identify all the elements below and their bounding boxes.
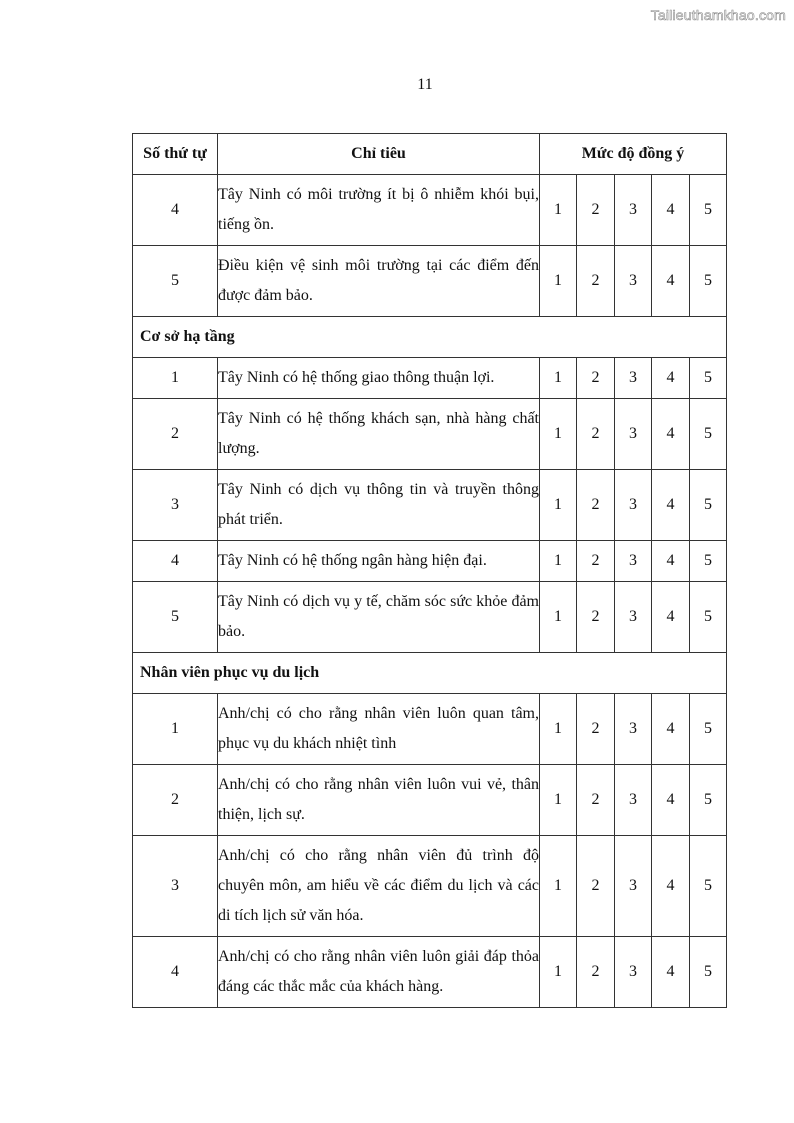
score-3: 3 xyxy=(615,694,652,765)
score-4: 4 xyxy=(652,246,690,317)
score-1: 1 xyxy=(540,836,577,937)
score-4: 4 xyxy=(652,836,690,937)
table-row xyxy=(133,358,727,399)
score-5: 5 xyxy=(690,541,727,582)
score-4: 4 xyxy=(652,541,690,582)
score-3: 3 xyxy=(615,836,652,937)
score-2: 2 xyxy=(577,541,615,582)
score-1: 1 xyxy=(540,937,577,1008)
score-3: 3 xyxy=(615,358,652,399)
row-number: 5 xyxy=(133,582,218,653)
score-5: 5 xyxy=(690,246,727,317)
row-number: 4 xyxy=(133,175,218,246)
table-row xyxy=(133,470,727,541)
score-5: 5 xyxy=(690,836,727,937)
score-2: 2 xyxy=(577,399,615,470)
score-3: 3 xyxy=(615,175,652,246)
table-row xyxy=(133,582,727,653)
score-3: 3 xyxy=(615,470,652,541)
score-5: 5 xyxy=(690,175,727,246)
table-row xyxy=(133,765,727,836)
row-number: 3 xyxy=(133,470,218,541)
row-criteria: Anh/chị có cho rằng nhân viên luôn giải đáp thỏa đáng các thắc mắc của khách hàng. xyxy=(218,937,540,1008)
score-2: 2 xyxy=(577,582,615,653)
score-3: 3 xyxy=(615,246,652,317)
section-row-staff xyxy=(133,653,727,694)
score-1: 1 xyxy=(540,358,577,399)
table-row xyxy=(133,541,727,582)
row-number: 1 xyxy=(133,694,218,765)
score-2: 2 xyxy=(577,694,615,765)
header-agreement-level: Mức độ đồng ý xyxy=(540,134,727,175)
row-number: 2 xyxy=(133,399,218,470)
score-3: 3 xyxy=(615,765,652,836)
score-4: 4 xyxy=(652,399,690,470)
score-5: 5 xyxy=(690,358,727,399)
score-1: 1 xyxy=(540,470,577,541)
row-criteria: Anh/chị có cho rằng nhân viên đủ trình độ chuyên môn, am hiểu về các điểm du lịch và các di tích lịch sử văn hóa. xyxy=(218,836,540,937)
score-2: 2 xyxy=(577,937,615,1008)
score-2: 2 xyxy=(577,175,615,246)
row-number: 3 xyxy=(133,836,218,937)
section-title: Nhân viên phục vụ du lịch xyxy=(133,653,727,694)
score-4: 4 xyxy=(652,937,690,1008)
score-4: 4 xyxy=(652,765,690,836)
header-criteria: Chỉ tiêu xyxy=(218,134,540,175)
score-2: 2 xyxy=(577,765,615,836)
score-1: 1 xyxy=(540,399,577,470)
score-5: 5 xyxy=(690,937,727,1008)
survey-table xyxy=(132,133,727,1008)
score-4: 4 xyxy=(652,694,690,765)
row-criteria: Anh/chị có cho rằng nhân viên luôn vui vẻ, thân thiện, lịch sự. xyxy=(218,765,540,836)
score-1: 1 xyxy=(540,694,577,765)
score-2: 2 xyxy=(577,470,615,541)
score-5: 5 xyxy=(690,582,727,653)
score-2: 2 xyxy=(577,246,615,317)
table-row xyxy=(133,694,727,765)
row-number: 5 xyxy=(133,246,218,317)
row-number: 2 xyxy=(133,765,218,836)
score-4: 4 xyxy=(652,358,690,399)
table-row xyxy=(133,836,727,937)
row-criteria: Tây Ninh có dịch vụ thông tin và truyền thông phát triển. xyxy=(218,470,540,541)
score-2: 2 xyxy=(577,358,615,399)
score-3: 3 xyxy=(615,582,652,653)
row-criteria: Điều kiện vệ sinh môi trường tại các điểm đến được đảm bảo. xyxy=(218,246,540,317)
header-number: Số thứ tự xyxy=(133,134,218,175)
row-criteria: Tây Ninh có hệ thống ngân hàng hiện đại. xyxy=(218,541,540,582)
table-header-row xyxy=(133,134,727,175)
row-criteria: Anh/chị có cho rằng nhân viên luôn quan tâm, phục vụ du khách nhiệt tình xyxy=(218,694,540,765)
score-1: 1 xyxy=(540,541,577,582)
table-row xyxy=(133,246,727,317)
score-5: 5 xyxy=(690,470,727,541)
watermark: Tailieuthamkhao.com xyxy=(650,7,786,23)
table-row xyxy=(133,399,727,470)
score-5: 5 xyxy=(690,399,727,470)
score-4: 4 xyxy=(652,175,690,246)
score-1: 1 xyxy=(540,582,577,653)
table-row xyxy=(133,175,727,246)
score-5: 5 xyxy=(690,765,727,836)
section-row-infrastructure xyxy=(133,317,727,358)
score-3: 3 xyxy=(615,399,652,470)
score-4: 4 xyxy=(652,470,690,541)
score-3: 3 xyxy=(615,541,652,582)
score-1: 1 xyxy=(540,765,577,836)
row-number: 4 xyxy=(133,937,218,1008)
row-number: 1 xyxy=(133,358,218,399)
row-number: 4 xyxy=(133,541,218,582)
table-row xyxy=(133,937,727,1008)
row-criteria: Tây Ninh có môi trường ít bị ô nhiễm khói bụi, tiếng ồn. xyxy=(218,175,540,246)
score-1: 1 xyxy=(540,246,577,317)
score-2: 2 xyxy=(577,836,615,937)
page-number: 11 xyxy=(417,76,433,93)
row-criteria: Tây Ninh có hệ thống khách sạn, nhà hàng chất lượng. xyxy=(218,399,540,470)
score-4: 4 xyxy=(652,582,690,653)
score-5: 5 xyxy=(690,694,727,765)
score-3: 3 xyxy=(615,937,652,1008)
score-1: 1 xyxy=(540,175,577,246)
row-criteria: Tây Ninh có hệ thống giao thông thuận lợi. xyxy=(218,358,540,399)
section-title: Cơ sở hạ tầng xyxy=(133,317,727,358)
row-criteria: Tây Ninh có dịch vụ y tế, chăm sóc sức khỏe đảm bảo. xyxy=(218,582,540,653)
